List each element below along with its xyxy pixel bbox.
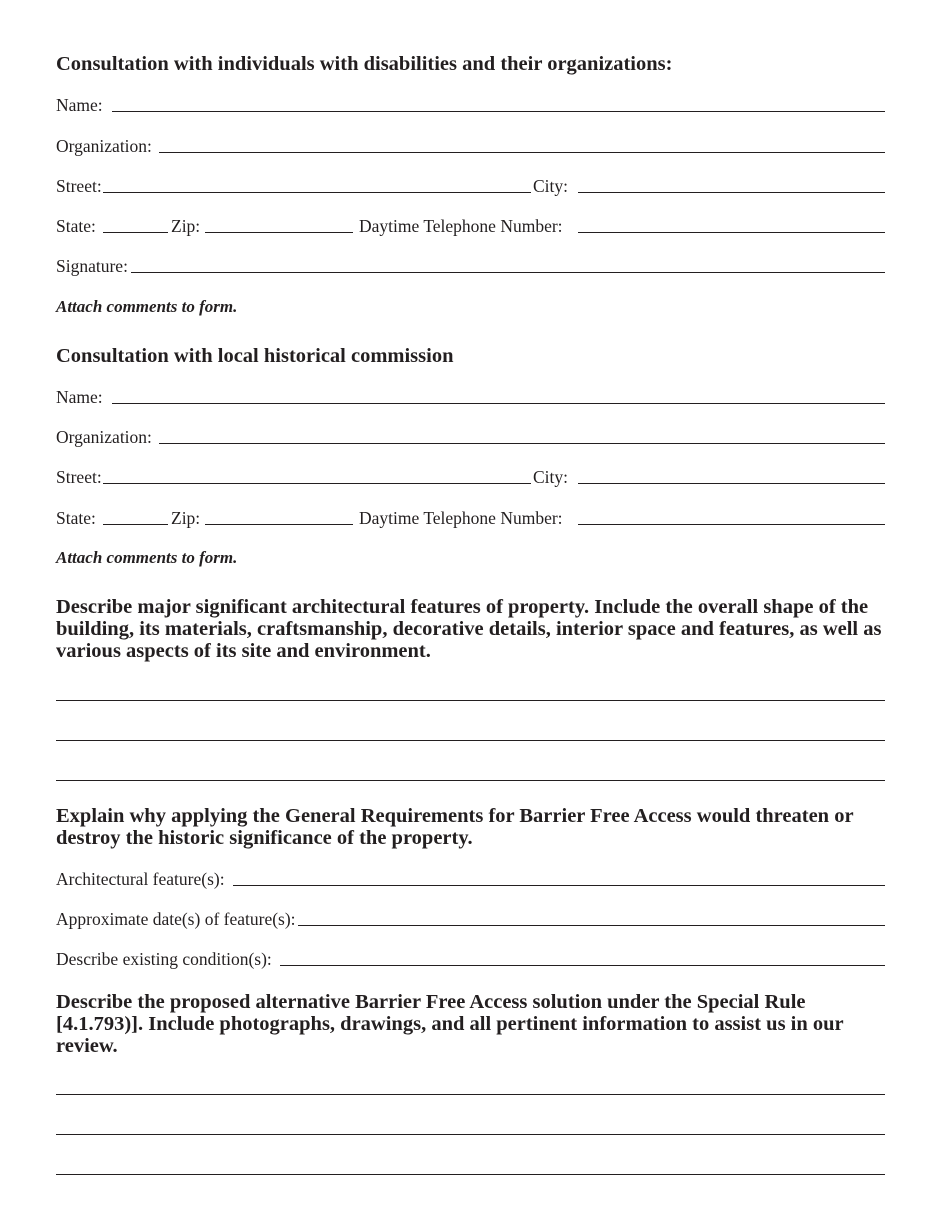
s4-dates-field[interactable] xyxy=(298,925,885,926)
s1-attach-note: Attach comments to form. xyxy=(56,297,238,316)
s2-attach-note: Attach comments to form. xyxy=(56,548,238,567)
section5-title-line-2: [4.1.793)]. Include photographs, drawings, and all pertinent information to assist us in our xyxy=(56,1013,844,1035)
s2-phone-label: Daytime Telephone Number: xyxy=(359,508,563,528)
s2-street-field[interactable] xyxy=(103,483,531,484)
s1-state-label: State: xyxy=(56,216,96,236)
s1-name-label: Name: xyxy=(56,95,103,115)
s1-phone-field[interactable] xyxy=(578,232,885,233)
s1-city-field[interactable] xyxy=(578,192,885,193)
s2-zip-label: Zip: xyxy=(171,508,201,528)
s5-answer-line[interactable] xyxy=(56,1174,885,1175)
s1-zip-field[interactable] xyxy=(205,232,353,233)
s1-organization-field[interactable] xyxy=(159,152,885,153)
s1-street-field[interactable] xyxy=(103,192,531,193)
section5-title-line-1: Describe the proposed alternative Barrier Free Access solution under the Special Rule xyxy=(56,991,806,1013)
s1-zip-label: Zip: xyxy=(171,216,201,236)
s1-signature-field[interactable] xyxy=(131,272,885,273)
s2-organization-field[interactable] xyxy=(159,443,885,444)
s1-organization-label: Organization: xyxy=(56,136,152,156)
s2-state-field[interactable] xyxy=(103,524,168,525)
s1-state-field[interactable] xyxy=(103,232,168,233)
s2-organization-label: Organization: xyxy=(56,427,152,447)
section5-title-line-3: review. xyxy=(56,1035,118,1057)
s1-phone-label: Daytime Telephone Number: xyxy=(359,216,563,236)
s4-architectural-label: Architectural feature(s): xyxy=(56,869,225,889)
s2-state-label: State: xyxy=(56,508,96,528)
s5-answer-line[interactable] xyxy=(56,1134,885,1135)
s1-signature-label: Signature: xyxy=(56,256,128,276)
section1-title: Consultation with individuals with disabilities and their organizations: xyxy=(56,53,673,75)
section3-title-line-3: various aspects of its site and environment. xyxy=(56,640,431,662)
s3-answer-line[interactable] xyxy=(56,700,885,701)
s4-condition-field[interactable] xyxy=(280,965,885,966)
s2-city-label: City: xyxy=(533,467,569,487)
section3-title-line-1: Describe major significant architectural features of property. Include the overall shape of the xyxy=(56,596,869,618)
s2-zip-field[interactable] xyxy=(205,524,353,525)
s3-answer-line[interactable] xyxy=(56,780,885,781)
section2-title: Consultation with local historical commission xyxy=(56,345,454,367)
s2-name-label: Name: xyxy=(56,387,103,407)
s3-answer-line[interactable] xyxy=(56,740,885,741)
s2-name-field[interactable] xyxy=(112,403,885,404)
s2-phone-field[interactable] xyxy=(578,524,885,525)
section4-title-line-2: destroy the historic significance of the property. xyxy=(56,827,473,849)
s1-city-label: City: xyxy=(533,176,569,196)
s2-street-label: Street: xyxy=(56,467,102,487)
s4-condition-label: Describe existing condition(s): xyxy=(56,949,272,969)
s2-city-field[interactable] xyxy=(578,483,885,484)
s1-name-field[interactable] xyxy=(112,111,885,112)
s1-street-label: Street: xyxy=(56,176,102,196)
s4-dates-label: Approximate date(s) of feature(s): xyxy=(56,909,296,929)
section3-title-line-2: building, its materials, craftsmanship, decorative details, interior space and features, as well as xyxy=(56,618,882,640)
s5-answer-line[interactable] xyxy=(56,1094,885,1095)
section4-title-line-1: Explain why applying the General Requirements for Barrier Free Access would threaten or xyxy=(56,805,854,827)
s4-architectural-field[interactable] xyxy=(233,885,885,886)
